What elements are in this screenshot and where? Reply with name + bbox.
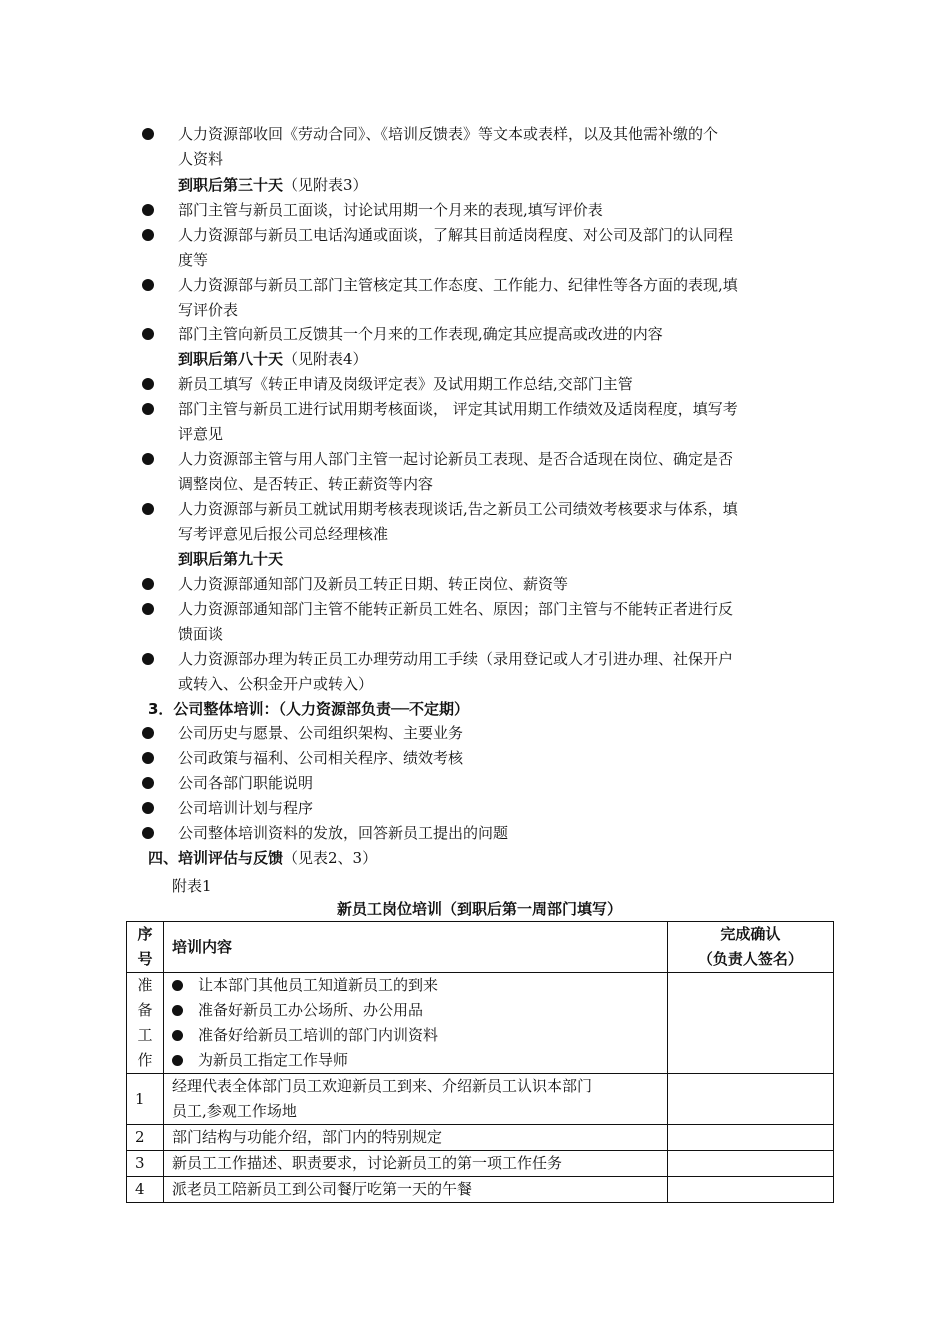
header-confirm: 完成确认 （负责人签名）	[667, 922, 833, 973]
table-row	[127, 1177, 834, 1203]
header-content: 培训内容	[164, 922, 668, 973]
section-3-title: 3．公司整体培训：（人力资源部负责──不定期）	[148, 700, 470, 718]
list-item-text: 写评价表	[178, 301, 239, 319]
bullet	[142, 727, 154, 739]
table-row	[127, 1151, 834, 1177]
header-seq: 序 号	[127, 922, 164, 973]
row-number: 3	[127, 1151, 164, 1177]
prep-items	[164, 973, 668, 1074]
list-item-text: 部门主管与新员工面谈，讨论试用期一个月来的表现,填写评价表	[178, 201, 603, 219]
list-item-text: 人力资源部收回《劳动合同》、《培训反馈表》等文本或表样，以及其他需补缴的个	[178, 125, 719, 143]
list-item-text: 新员工填写《转正申请及岗级评定表》及试用期工作总结,交部门主管	[178, 375, 633, 393]
list-item-text: 人力资源部办理为转正员工办理劳动用工手续（录用登记或人才引进办理、社保开户	[178, 650, 734, 668]
row-number: 4	[127, 1177, 164, 1203]
bullet	[142, 453, 154, 465]
bullet	[172, 1005, 183, 1016]
list-item: 准备好给新员工培训的部门内训资料	[164, 1023, 667, 1048]
signature-cell[interactable]	[667, 1151, 833, 1177]
list-item: 准备好新员工办公场所、办公用品	[164, 998, 667, 1023]
signature-cell[interactable]	[667, 1177, 833, 1203]
list-item-text: 人力资源部与新员工就试用期考核表现谈话,告之新员工公司绩效考核要求与体系，填	[178, 500, 738, 518]
signature-cell[interactable]	[667, 1125, 833, 1151]
list-item-text: 公司历史与愿景、公司组织架构、主要业务	[178, 724, 464, 742]
list-item-text: 评意见	[178, 425, 224, 443]
bullet	[142, 279, 154, 291]
bullet	[142, 752, 154, 764]
row-content: 部门结构与功能介绍，部门内的特别规定	[164, 1125, 668, 1151]
table-row-prep	[127, 973, 834, 1074]
signature-cell[interactable]	[667, 1074, 833, 1125]
list-item-text: 公司各部门职能说明	[178, 774, 314, 792]
bullet	[172, 980, 183, 991]
bullet	[142, 204, 154, 216]
list-item-text: 部门主管与新员工进行试用期考核面谈， 评定其试用期工作绩效及适岗程度，填写考	[178, 400, 738, 418]
list-item-text: 人力资源部通知部门主管不能转正新员工姓名、原因；部门主管与不能转正者进行反	[178, 600, 734, 618]
heading-day80: 到职后第八十天（见附表4）	[178, 350, 368, 368]
bullet	[142, 403, 154, 415]
bullet	[142, 827, 154, 839]
table-row	[127, 1125, 834, 1151]
bullet	[172, 1030, 183, 1041]
heading-day90: 到职后第九十天	[178, 550, 284, 568]
list-item-text: 度等	[178, 251, 209, 269]
bullet	[142, 503, 154, 515]
list-item-text: 人力资源部主管与用人部门主管一起讨论新员工表现、是否合适现在岗位、确定是否	[178, 450, 734, 468]
list-item-text: 人力资源部与新员工电话沟通或面谈，了解其目前适岗程度、对公司及部门的认同程	[178, 226, 734, 244]
appendix-label: 附表1	[172, 877, 212, 895]
bullet	[142, 802, 154, 814]
list-item-text: 人力资源部通知部门及新员工转正日期、转正岗位、薪资等	[178, 575, 569, 593]
list-item-text: 人力资源部与新员工部门主管核定其工作态度、工作能力、纪律性等各方面的表现,填	[178, 276, 738, 294]
list-item-text: 公司政策与福利、公司相关程序、绩效考核	[178, 749, 464, 767]
heading-day30: 到职后第三十天（见附表3）	[178, 176, 368, 194]
signature-cell[interactable]	[667, 973, 833, 1074]
list-item: 为新员工指定工作导师	[164, 1048, 667, 1073]
bullet	[142, 378, 154, 390]
bullet	[142, 578, 154, 590]
list-item-text: 公司整体培训资料的发放，回答新员工提出的问题	[178, 824, 509, 842]
list-item-text: 公司培训计划与程序	[178, 799, 314, 817]
list-item-text: 馈面谈	[178, 625, 224, 643]
list-item-text: 人资料	[178, 150, 224, 168]
table-row	[127, 1074, 834, 1125]
list-item: 让本部门其他员工知道新员工的到来	[164, 973, 667, 998]
list-item-text: 或转入、公积金开户或转入）	[178, 675, 374, 693]
bullet	[142, 603, 154, 615]
row-content: 经理代表全体部门员工欢迎新员工到来、介绍新员工认识本部门 员工,参观工作场地	[164, 1074, 668, 1125]
list-item-text: 写考评意见后报公司总经理核准	[178, 525, 389, 543]
row-number: 1	[127, 1074, 164, 1125]
bullet	[142, 128, 154, 140]
list-item-text: 部门主管向新员工反馈其一个月来的工作表现,确定其应提高或改进的内容	[178, 325, 663, 343]
row-content: 新员工工作描述、职责要求，讨论新员工的第一项工作任务	[164, 1151, 668, 1177]
row-number: 2	[127, 1125, 164, 1151]
bullet	[172, 1055, 183, 1066]
prep-label: 准 备 工 作	[127, 973, 164, 1074]
bullet	[142, 229, 154, 241]
section-4-title: 四、培训评估与反馈（见表2、3）	[148, 849, 378, 867]
bullet	[142, 777, 154, 789]
row-content: 派老员工陪新员工到公司餐厅吃第一天的午餐	[164, 1177, 668, 1203]
bullet	[142, 653, 154, 665]
bullet	[142, 328, 154, 340]
training-table	[126, 921, 834, 1203]
list-item-text: 调整岗位、是否转正、转正薪资等内容	[178, 475, 434, 493]
table-title: 新员工岗位培训（到职后第一周部门填写）	[336, 900, 622, 918]
table-header-row	[127, 922, 834, 973]
